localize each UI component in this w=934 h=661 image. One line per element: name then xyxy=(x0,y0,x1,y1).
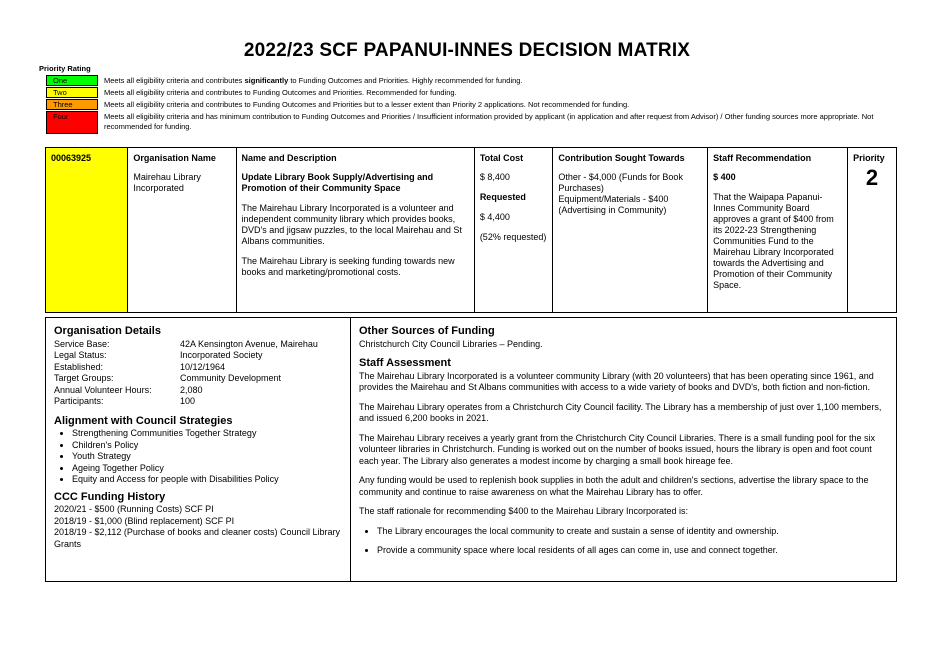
other-funding-text: Christchurch City Council Libraries – Pending. xyxy=(359,338,543,349)
application-row xyxy=(46,148,897,313)
legend-swatch-three: Three xyxy=(46,99,98,110)
staff-recommendation-cell xyxy=(708,148,848,313)
legend-desc-four: Meets all eligibility criteria and has minimum contribution to Funding Outcomes and Priorities / Insufficient information provided by applicant (in application and after request from Advisor) / Other funding sources more appropriate. Not recommended for funding. xyxy=(104,112,874,131)
details-left-column xyxy=(46,318,351,581)
alignment-heading: Alignment with Council Strategies xyxy=(54,414,233,427)
assessment-paragraph: The staff rationale for recommending $400 to the Mairehau Library Incorporated is: xyxy=(359,506,689,516)
requested-amount: $ 4,400 xyxy=(479,212,510,222)
funding-history-item: 2020/21 - $500 (Running Costs) SCF PI xyxy=(54,504,214,514)
org-name: Mairehau Library Incorporated xyxy=(133,172,201,193)
decision-table xyxy=(45,147,897,313)
alignment-list xyxy=(54,428,342,486)
list-item: • Youth Strategy xyxy=(72,451,342,463)
list-item: • The Library encourages the local community to create and sustain a sense of identity and ownership. xyxy=(377,526,888,538)
total-cost: $ 8,400 xyxy=(479,172,510,182)
staff-recommendation-text: That the Waipapa Papanui-Innes Community Board approves a grant of $400 from its 2022-23 Strengthening Communities Fund to the Mairehau Library Incorporated towards the Advertising and Promotion of their Community Space. xyxy=(713,192,834,290)
details-panel xyxy=(45,317,897,582)
legend-swatch-one: One xyxy=(46,75,98,86)
legend-desc-one: Meets all eligibility criteria and contributes significantly to Funding Outcomes and Priorities. Highly recommended for funding. xyxy=(104,76,523,85)
other-funding-heading: Other Sources of Funding xyxy=(359,325,495,337)
staff-recommendation-header: Staff Recommendation xyxy=(713,153,812,163)
project-description-1: The Mairehau Library Incorporated is a volunteer and independent community library which provides books, DVD's and jigsaw puzzles, to the local Mairehau and St Albans communities. xyxy=(241,203,462,246)
list-item: • Provide a community space where local residents of all ages can come in, use and connect together. xyxy=(377,545,888,557)
priority-cell xyxy=(848,148,897,313)
requested-percent: (52% requested) xyxy=(479,232,547,242)
name-description-header: Name and Description xyxy=(241,153,337,163)
cost-cell xyxy=(474,148,553,313)
list-item: • Children's Policy xyxy=(72,440,342,452)
assessment-paragraph: The Mairehau Library receives a yearly grant from the Christchurch City Council Libraries. There is a small funding pool for the six volunteer libraries in Christchurch. Funding is worked out on the number of books issued, hours the library is open and foot count each year. The Library also generates a modest income by charging a small book hireage fee. xyxy=(359,432,876,466)
requested-header: Requested xyxy=(479,192,526,202)
detail-service-base: Service Base: 42A Kensington Avenue, Mairehau xyxy=(54,338,318,349)
total-cost-header: Total Cost xyxy=(479,153,524,163)
contribution-cell xyxy=(553,148,708,313)
detail-target-groups: Target Groups: Community Development xyxy=(54,373,282,383)
project-description-2: The Mairehau Library is seeking funding towards new books and marketing/promotional costs. xyxy=(241,256,455,277)
organisation-cell xyxy=(128,148,236,313)
detail-established: Established: 10/12/1964 xyxy=(54,361,226,372)
priority-header: Priority xyxy=(853,153,885,163)
priority-value: 2 xyxy=(865,165,879,190)
priority-legend-heading: Priority Rating xyxy=(39,64,91,73)
detail-legal-status: Legal Status: Incorporated Society xyxy=(54,350,263,360)
contribution-header: Contribution Sought Towards xyxy=(558,153,685,163)
assessment-paragraph: The Mairehau Library Incorporated is a volunteer community Library (with 20 volunteers) that has been operating since 1961, and provides the Mairehau and St Albans communities with access to a wide variety of books and DVD's, both fiction and non-fiction. xyxy=(359,370,874,392)
contribution-item-2: Equipment/Materials - $400 (Advertising in Community) xyxy=(558,194,669,215)
funding-history-heading: CCC Funding History xyxy=(54,490,166,503)
project-title: Update Library Book Supply/Advertising and Promotion of their Community Space xyxy=(241,172,434,193)
legend-desc-three: Meets all eligibility criteria and contributes to Funding Outcomes and Priorities but to a lesser extent than Priority 2 applications. Not recommended for funding. xyxy=(104,100,630,109)
description-cell xyxy=(236,148,474,313)
detail-participants: Participants: 100 xyxy=(54,396,196,406)
organisation-details-heading: Organisation Details xyxy=(54,325,161,337)
assessment-paragraph: The Mairehau Library operates from a Christchurch City Council facility. The Library has a membership of just over 1,100 members, and issued 6,200 books in 2021. xyxy=(359,401,882,423)
legend-swatch-two: Two xyxy=(46,87,98,98)
legend-swatch-four: Four xyxy=(46,111,98,134)
details-right-column xyxy=(351,318,896,581)
document-title: 2022/23 SCF PAPANUI-INNES DECISION MATRIX xyxy=(243,40,691,61)
application-id: 00063925 xyxy=(46,148,128,313)
staff-recommendation-amount: $ 400 xyxy=(713,172,736,182)
detail-volunteer-hours: Annual Volunteer Hours: 2,080 xyxy=(54,384,203,395)
org-name-header: Organisation Name xyxy=(133,153,216,163)
funding-history-item: 2018/19 - $2,112 (Purchase of books and cleaner costs) Council Library Grants xyxy=(54,527,340,549)
list-item: • Ageing Together Policy xyxy=(72,463,342,475)
funding-history-item: 2018/19 - $1,000 (Blind replacement) SCF PI xyxy=(54,515,235,526)
contribution-item-1: Other - $4,000 (Funds for Book Purchases) xyxy=(558,172,683,193)
legend-desc-two: Meets all eligibility criteria and contributes to Funding Outcomes and Priorities. Recommended for funding. xyxy=(104,88,457,97)
rationale-list xyxy=(359,526,888,557)
staff-assessment-heading: Staff Assessment xyxy=(359,357,451,369)
list-item: • Strengthening Communities Together Strategy xyxy=(72,428,342,440)
assessment-paragraph: Any funding would be used to replenish book supplies in both the adult and children's sections, advertise the library space to the community and continue to raise awareness on what the Mairehau Library has to offer. xyxy=(359,475,869,497)
list-item: • Equity and Access for people with Disabilities Policy xyxy=(72,474,342,486)
